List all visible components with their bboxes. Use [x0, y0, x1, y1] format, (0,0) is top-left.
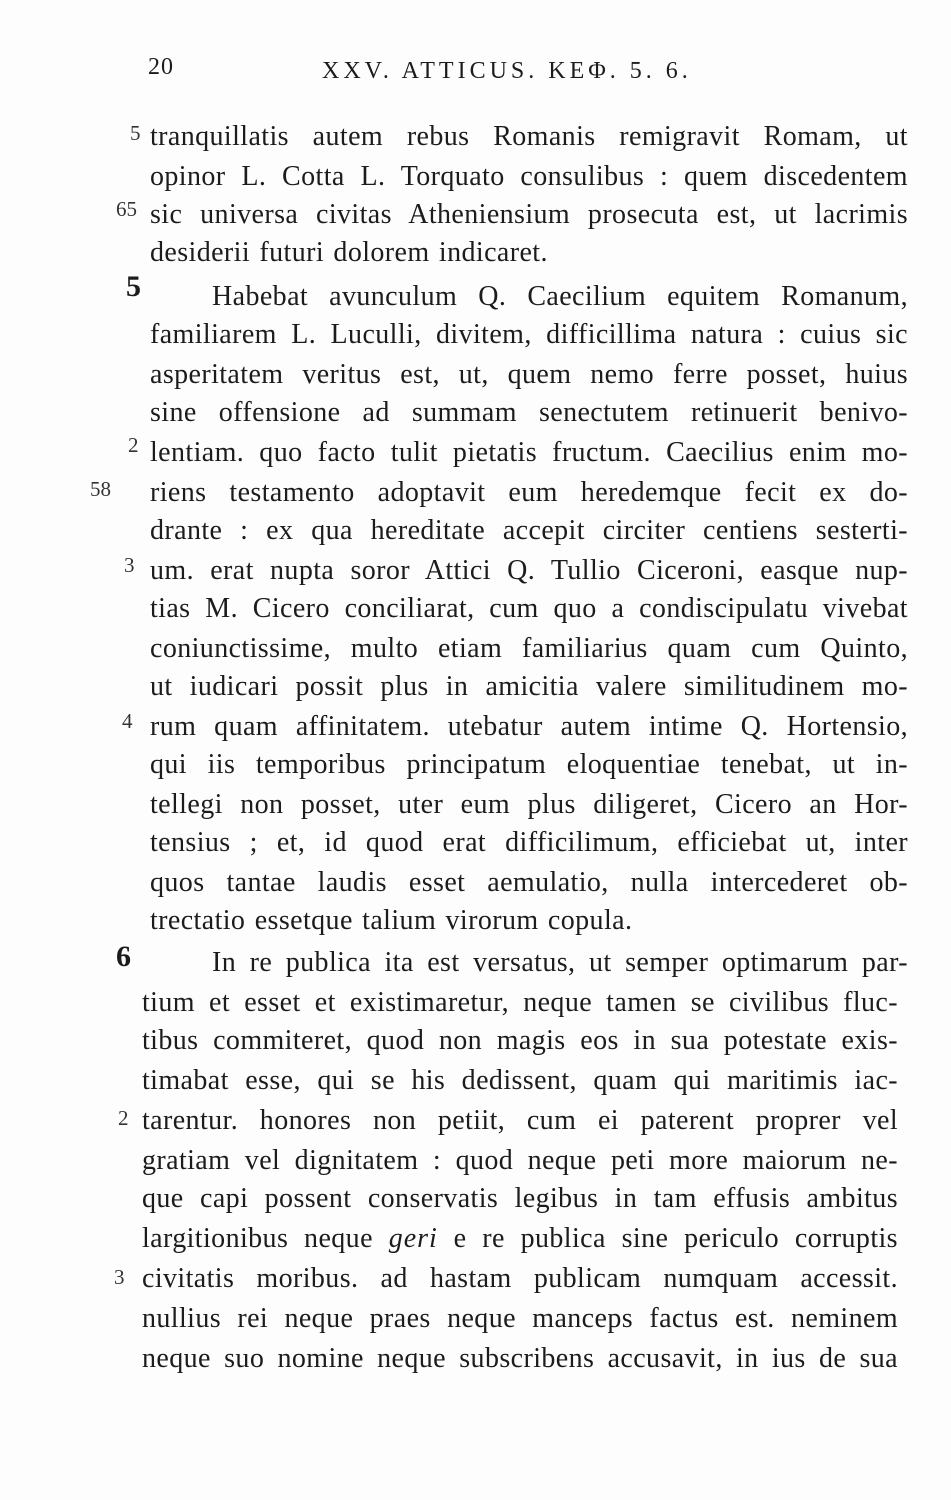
margin-paragraph-number: 3	[124, 553, 135, 577]
margin-paragraph-number: 4	[122, 709, 133, 733]
running-title: XXV. ATTICUS. ΚΕΦ. 5. 6.	[322, 58, 692, 84]
text-line: riens testamento adoptavit eum heredemque fecit ex do-	[150, 477, 908, 508]
text-line: que capi possent conservatis legibus in tam effusis ambitus	[142, 1183, 898, 1214]
text-line: qui iis temporibus principatum eloquentiae tenebat, ut in-	[150, 749, 908, 780]
running-header	[0, 50, 951, 90]
text-line: sine offensione ad summam senectutem retinuerit benivo-	[150, 397, 908, 428]
text-line: sic universa civitas Atheniensium prosecuta est, ut lacrimis	[150, 199, 908, 230]
section-number: 5	[126, 270, 141, 303]
margin-paragraph-number: 2	[118, 1106, 129, 1130]
text-line: civitatis moribus. ad hastam publicam numquam accessit.	[142, 1263, 898, 1294]
text-line: trectatio essetque talium virorum copula.	[150, 905, 633, 936]
text-line: gratiam vel dignitatem : quod neque peti more maiorum ne-	[142, 1145, 898, 1176]
text-line: tium et esset et existimaretur, neque tamen se civilibus fluc-	[142, 987, 898, 1018]
italic-word: geri	[388, 1223, 438, 1254]
page-number: 20	[148, 54, 174, 80]
margin-paragraph-number: 2	[128, 433, 139, 457]
text-line: coniunctissime, multo etiam familiarius quam cum Quinto,	[150, 633, 908, 664]
text-line: drante : ex qua hereditate accepit circiter centiens sesterti-	[150, 515, 908, 546]
margin-page-reference: 65	[116, 197, 137, 221]
text-line: rum quam affinitatem. utebatur autem intime Q. Hortensio,	[150, 711, 908, 742]
text-line: um. erat nupta soror Attici Q. Tullio Ciceroni, easque nup-	[150, 555, 908, 586]
text-line: tarentur. honores non petiit, cum ei paterent proprer vel	[142, 1105, 898, 1136]
text-line: tellegi non posset, uter eum plus diligeret, Cicero an Hor-	[150, 789, 908, 820]
text-line: tias M. Cicero conciliarat, cum quo a condiscipulatu vivebat	[150, 593, 908, 624]
margin-page-reference: 58	[90, 477, 111, 501]
section-number: 6	[116, 940, 131, 973]
text-line: timabat esse, qui se his dedissent, quam qui maritimis iac-	[142, 1065, 898, 1096]
text-line: ut iudicari possit plus in amicitia valere similitudinem mo-	[150, 671, 908, 702]
text-line: tensius ; et, id quod erat difficilimum, efficiebat ut, inter	[150, 827, 908, 858]
text-line: tibus commiteret, quod non magis eos in sua potestate exis-	[142, 1025, 898, 1056]
text-line: desiderii futuri dolorem indicaret.	[150, 237, 548, 268]
text-line: opinor L. Cotta L. Torquato consulibus : quem discedentem	[150, 161, 908, 192]
text-line: Habebat avunculum Q. Caecilium equitem Romanum,	[212, 281, 908, 312]
text-line: quos tantae laudis esset aemulatio, nulla intercederet ob-	[150, 867, 908, 898]
text-line: largitionibus neque geri e re publica sine periculo corruptis	[142, 1223, 898, 1254]
text-line: familiarem L. Luculli, divitem, difficillima natura : cuius sic	[150, 319, 908, 350]
margin-paragraph-number: 5	[130, 121, 141, 145]
text-line: tranquillatis autem rebus Romanis remigravit Romam, ut	[150, 121, 908, 152]
text-line: neque suo nomine neque subscribens accusavit, in ius de sua	[142, 1343, 898, 1374]
text-line: nullius rei neque praes neque manceps factus est. neminem	[142, 1303, 898, 1334]
text-line: asperitatem veritus est, ut, quem nemo ferre posset, huius	[150, 359, 908, 390]
text-line: lentiam. quo facto tulit pietatis fructum. Caecilius enim mo-	[150, 437, 908, 468]
margin-paragraph-number: 3	[114, 1265, 125, 1289]
text-line: In re publica ita est versatus, ut semper optimarum par-	[212, 947, 908, 978]
